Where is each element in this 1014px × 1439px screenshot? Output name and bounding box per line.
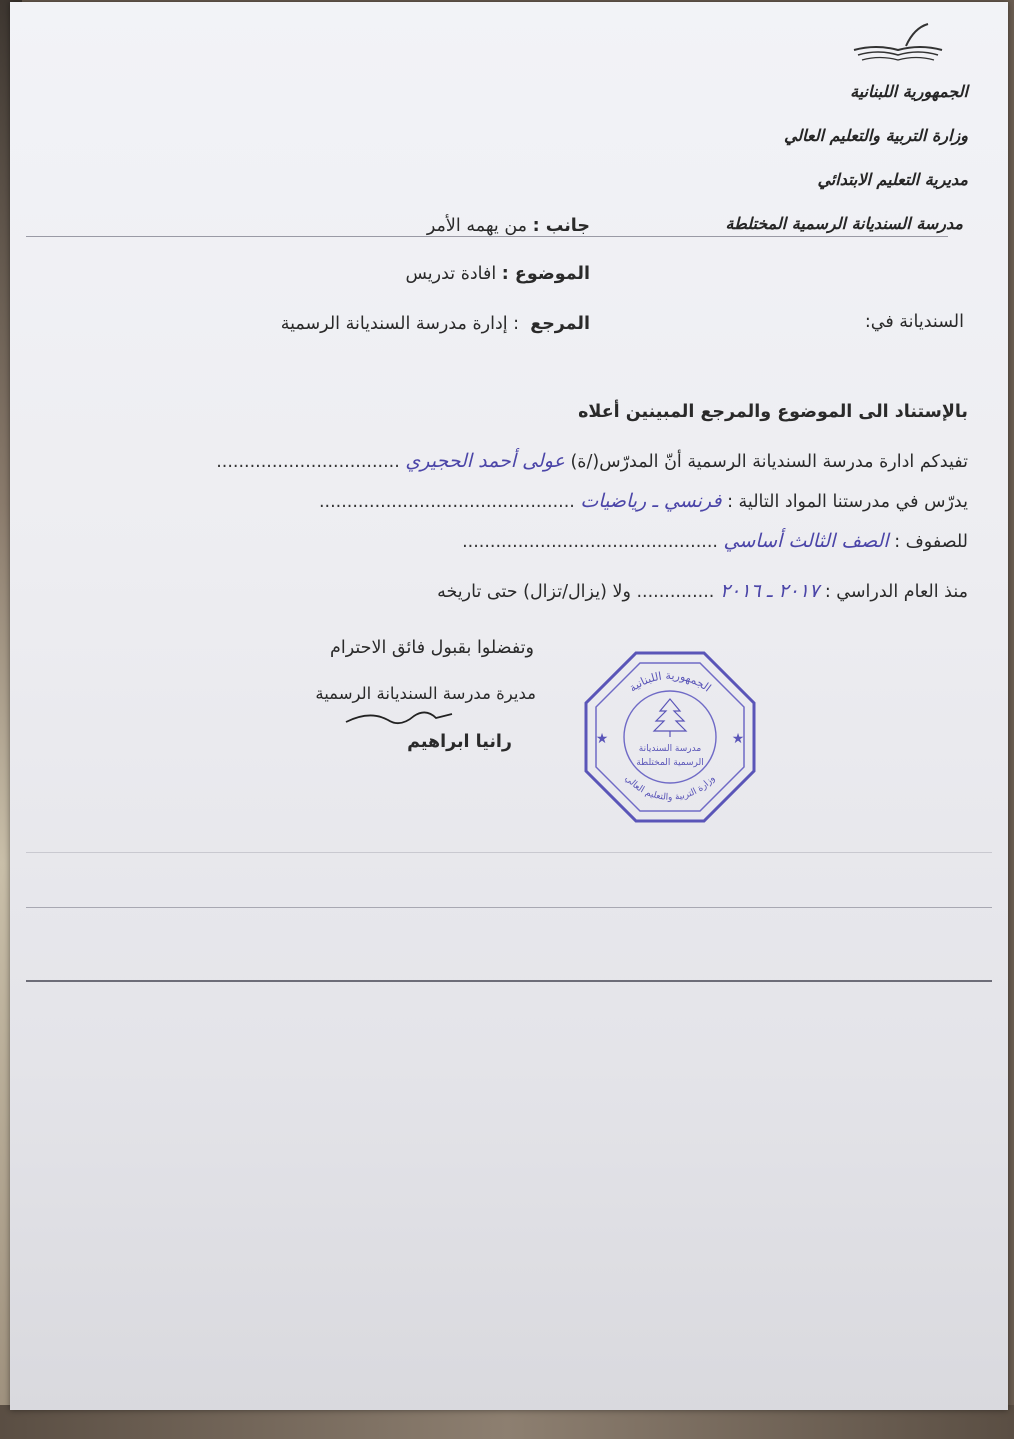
year-suffix: ولا (يزال/تزال) حتى تاريخه bbox=[437, 582, 631, 602]
subjects-value: فرنسي ـ رياضيات bbox=[580, 490, 722, 512]
header-ministry: وزارة التربية والتعليم العالي bbox=[783, 126, 968, 145]
subjects-prefix: يدرّس في مدرستنا المواد التالية : bbox=[727, 492, 968, 512]
classes-dots: .............................................. bbox=[462, 532, 718, 552]
teacher-line bbox=[216, 450, 968, 472]
stamp-star-left-icon: ★ bbox=[595, 731, 609, 747]
signature-name: رانيا ابراهيم bbox=[407, 732, 512, 752]
year-line bbox=[437, 580, 968, 602]
letter-page bbox=[10, 2, 1008, 1410]
official-stamp bbox=[580, 647, 760, 827]
subjects-dots: .............................................. bbox=[318, 492, 575, 512]
subject-value: افادة تدريس bbox=[405, 264, 497, 284]
classes-value: الصف الثالث أساسي bbox=[723, 530, 889, 552]
subjects-line bbox=[319, 490, 968, 512]
classes-line bbox=[462, 530, 968, 552]
classes-prefix: للصفوف : bbox=[894, 532, 968, 552]
cedar-icon bbox=[654, 699, 686, 737]
teacher-prefix: تفيدكم ادارة مدرسة السنديانة الرسمية أنّ المدرّس(/ة) bbox=[570, 452, 968, 472]
place-date: السنديانة في: bbox=[864, 312, 964, 332]
header-school: مدرسة السنديانة الرسمية المختلطة bbox=[725, 214, 963, 233]
year-prefix: منذ العام الدراسي : bbox=[824, 582, 968, 602]
stamp-inner-line1: مدرسة السنديانة bbox=[638, 744, 702, 754]
closing-line: وتفضلوا بقبول فائق الاحترام bbox=[330, 638, 534, 658]
ministry-logo-icon bbox=[846, 20, 952, 64]
stamp-bottom-text: وزارة التربية والتعليم العالي bbox=[622, 773, 718, 803]
intro-line: بالإستناد الى الموضوع والمرجع المبينين أعلاه bbox=[578, 402, 968, 422]
header-rule bbox=[26, 236, 948, 237]
stamp-inner-line2: الرسمية المختلطة bbox=[636, 758, 704, 768]
addressee-label: جانب : bbox=[532, 216, 590, 236]
lower-rule-1 bbox=[26, 852, 992, 853]
reference-label: المرجع bbox=[530, 314, 590, 334]
svg-text:وزارة التربية والتعليم العالي bbox=[623, 774, 718, 803]
lower-rule-3 bbox=[26, 980, 992, 982]
addressee-row bbox=[427, 216, 590, 236]
subject-label: الموضوع : bbox=[501, 264, 590, 284]
teacher-name: عولى أحمد الحجيري bbox=[405, 450, 565, 472]
year-dots: .............. bbox=[636, 582, 715, 602]
subject-row bbox=[405, 264, 590, 284]
stamp-outer-text: الجمهورية اللبنانية bbox=[626, 668, 714, 695]
lower-rule-2 bbox=[26, 907, 992, 908]
year-value: ٢٠١٧ ـ ٢٠١٦ bbox=[719, 580, 820, 602]
addressee-value: من يهمه الأمر bbox=[426, 216, 528, 236]
signature-title: مديرة مدرسة السنديانة الرسمية bbox=[315, 684, 536, 703]
reference-row bbox=[281, 314, 590, 334]
reference-value: : إدارة مدرسة السنديانة الرسمية bbox=[280, 314, 520, 334]
teacher-dots: ................................. bbox=[216, 452, 400, 472]
stamp-star-right-icon: ★ bbox=[731, 731, 745, 747]
header-republic: الجمهورية اللبنانية bbox=[850, 82, 968, 101]
backdrop-bottom bbox=[0, 1405, 1014, 1439]
header-directorate: مديرية التعليم الابتدائي bbox=[817, 170, 968, 189]
